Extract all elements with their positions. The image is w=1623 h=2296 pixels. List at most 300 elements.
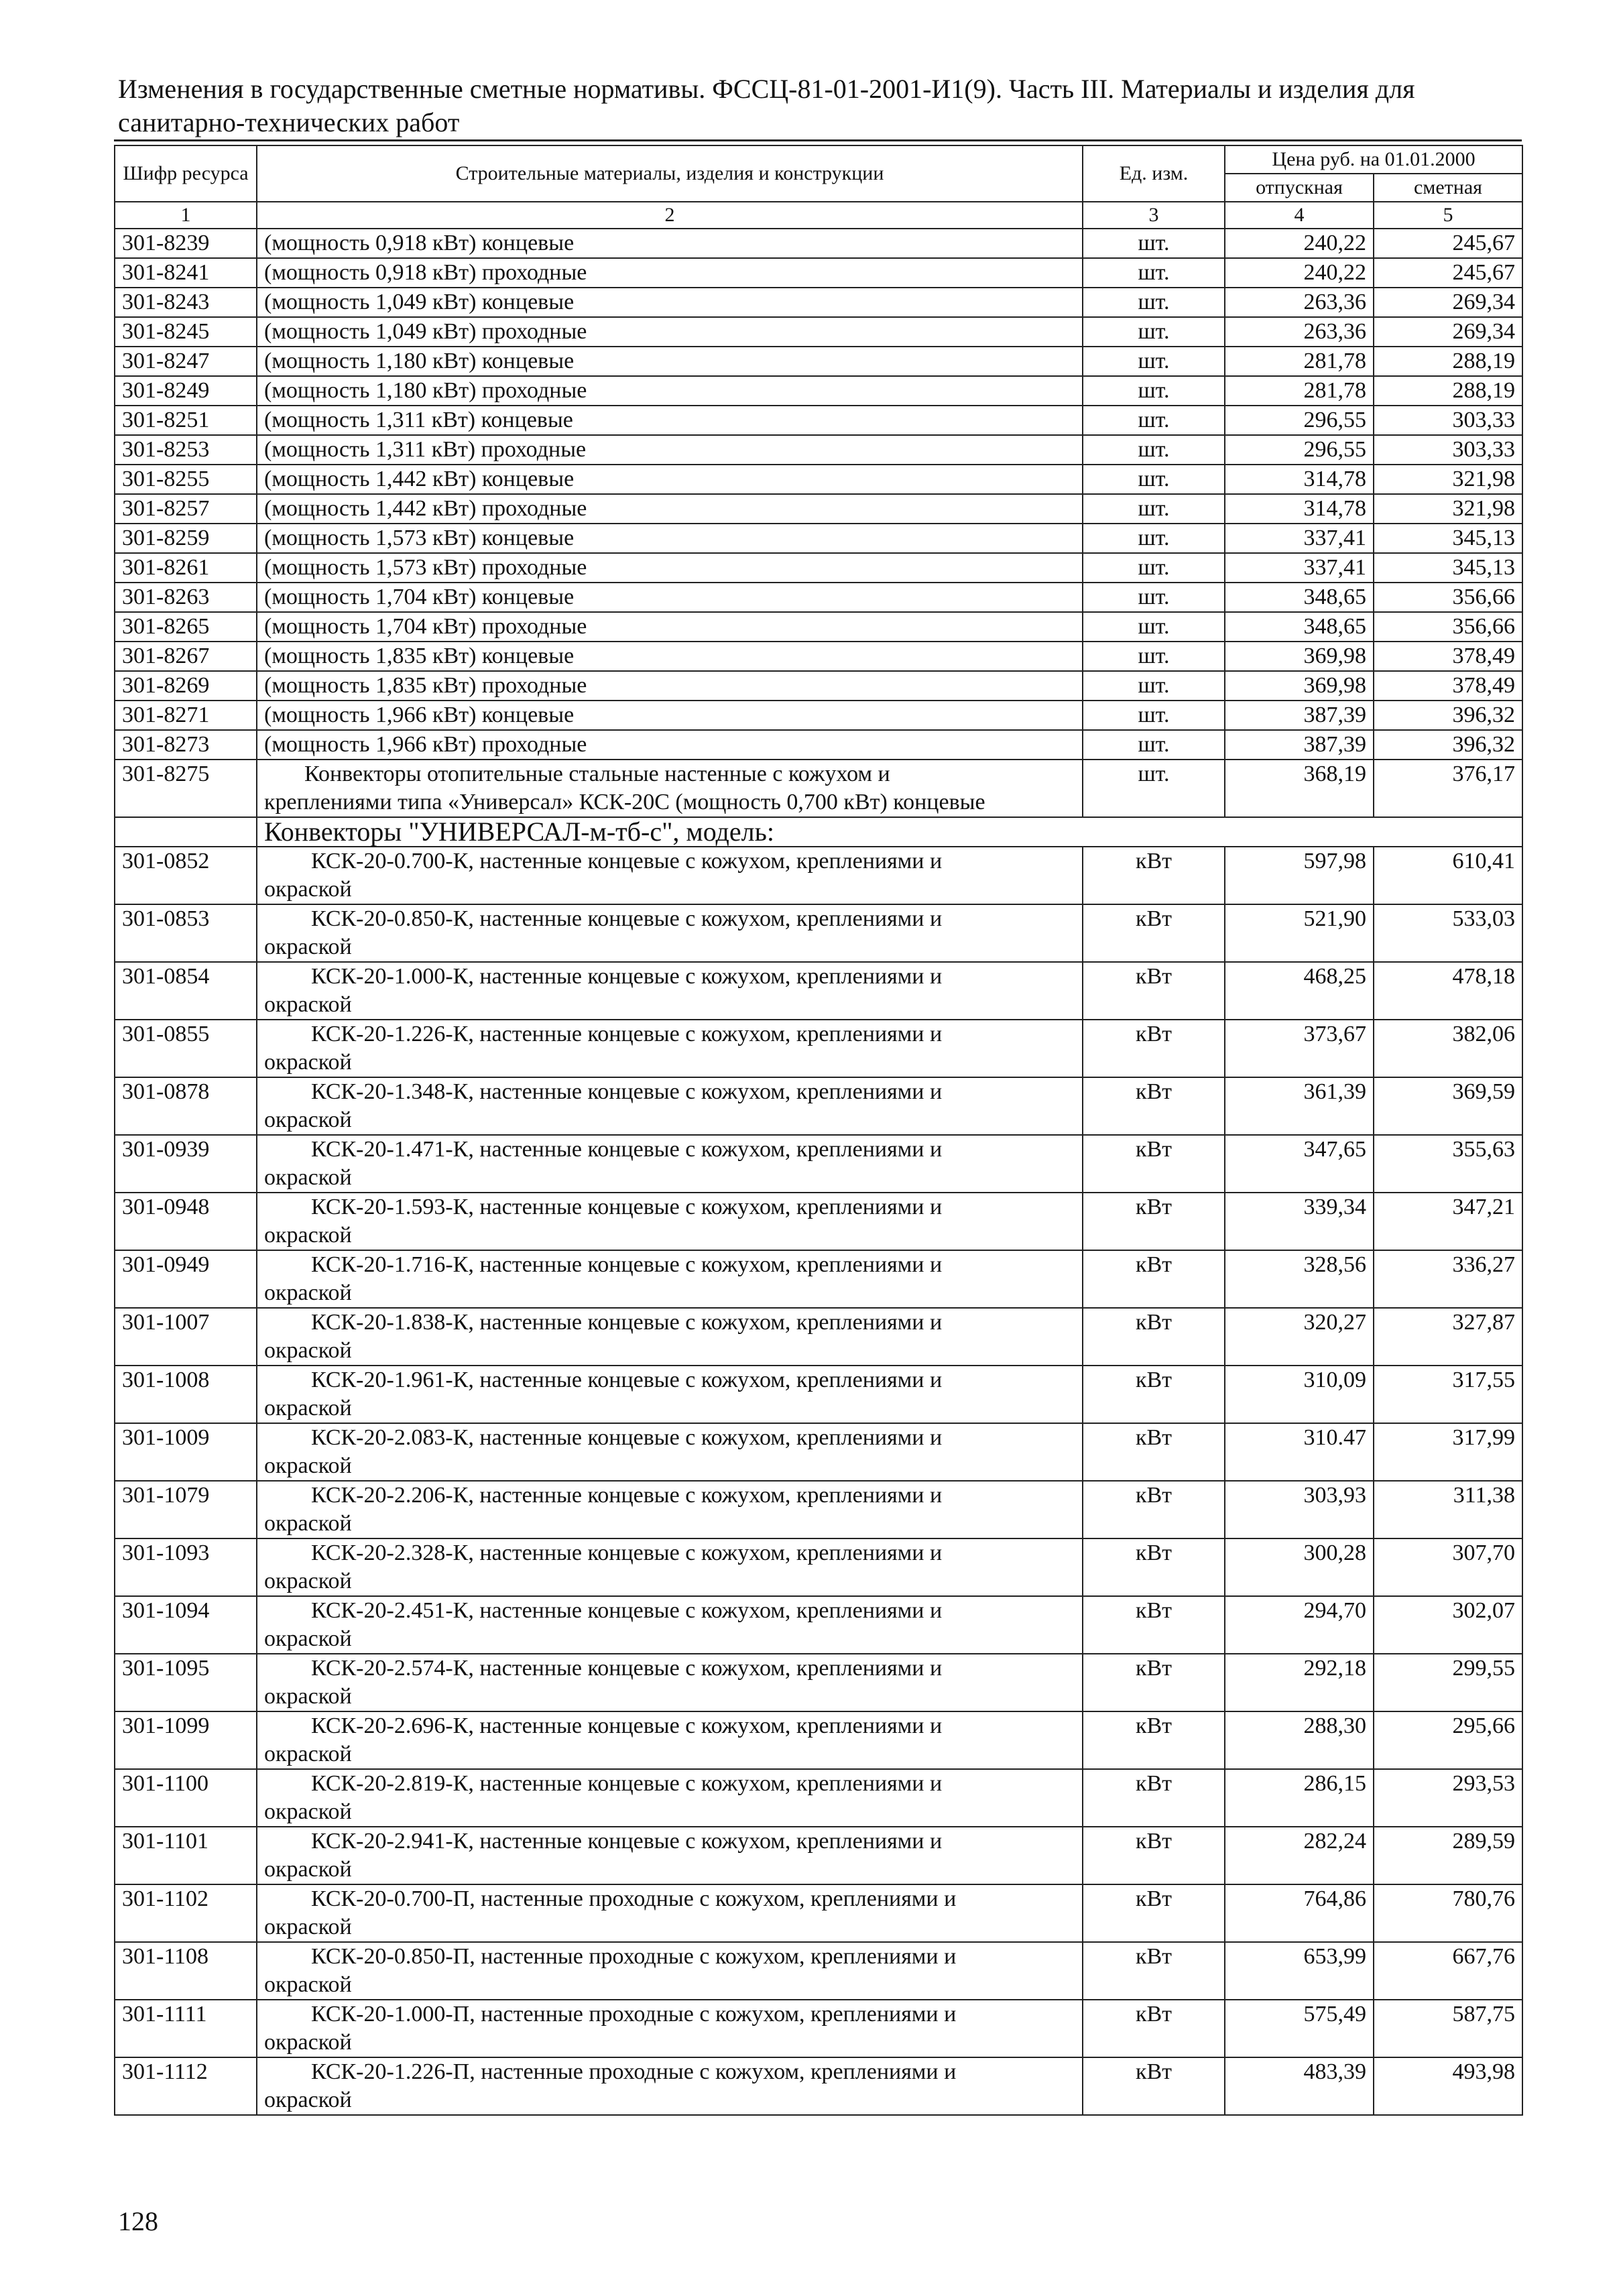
item-unit: кВт [1083, 1711, 1225, 1769]
release-price: 387,39 [1225, 701, 1374, 730]
resource-code: 301-8253 [115, 435, 257, 465]
resource-code: 301-0855 [115, 1020, 257, 1077]
estimate-price: 667,76 [1374, 1942, 1522, 2000]
item-name: (мощность 1,704 кВт) проходные [257, 612, 1083, 642]
estimate-price: 303,33 [1374, 406, 1522, 435]
item-name [257, 2057, 1083, 2115]
price-table [114, 145, 1523, 2116]
table-row [115, 1193, 1522, 1250]
item-unit: шт. [1083, 494, 1225, 524]
item-unit: кВт [1083, 1596, 1225, 1654]
estimate-price: 378,49 [1374, 671, 1522, 701]
release-price: 314,78 [1225, 465, 1374, 494]
resource-code: 301-8249 [115, 376, 257, 406]
table-row [115, 317, 1522, 347]
item-name: (мощность 1,573 кВт) проходные [257, 553, 1083, 583]
item-name-line1: КСК-20-0.700-К, настенные концевые с кожухом, креплениями и [311, 849, 943, 873]
item-name [257, 1193, 1083, 1250]
table-row [115, 1596, 1522, 1654]
table-row [115, 1538, 1522, 1596]
item-unit: шт. [1083, 258, 1225, 288]
item-unit: кВт [1083, 1250, 1225, 1308]
resource-code: 301-0949 [115, 1250, 257, 1308]
item-name-line1: КСК-20-2.574-К, настенные концевые с кожухом, креплениями и [311, 1656, 943, 1681]
resource-code: 301-8271 [115, 701, 257, 730]
resource-code: 301-1009 [115, 1423, 257, 1481]
estimate-price: 587,75 [1374, 2000, 1522, 2057]
estimate-price: 356,66 [1374, 612, 1522, 642]
item-unit: шт. [1083, 317, 1225, 347]
item-name-line2: окраской [264, 1165, 352, 1190]
item-name [257, 1135, 1083, 1193]
table-row [115, 962, 1522, 1020]
item-name-line2: окраской [264, 877, 352, 902]
table-row [115, 1423, 1522, 1481]
item-unit: шт. [1083, 612, 1225, 642]
item-unit: кВт [1083, 962, 1225, 1020]
item-unit: кВт [1083, 904, 1225, 962]
item-name-line1: КСК-20-2.819-К, настенные концевые с кожухом, креплениями и [311, 1771, 943, 1796]
release-price: 281,78 [1225, 347, 1374, 376]
release-price: 288,30 [1225, 1711, 1374, 1769]
table-row [115, 2057, 1522, 2115]
item-name-line2: окраской [264, 1569, 352, 1593]
estimate-price: 610,41 [1374, 847, 1522, 904]
release-price: 263,36 [1225, 317, 1374, 347]
table-row [115, 494, 1522, 524]
item-name-line1: КСК-20-1.593-К, настенные концевые с кожухом, креплениями и [311, 1195, 943, 1219]
column-number-row [115, 202, 1522, 229]
col-header-code: Шифр ресурса [115, 145, 257, 202]
table-row [115, 376, 1522, 406]
estimate-price: 321,98 [1374, 465, 1522, 494]
resource-code: 301-0878 [115, 1077, 257, 1135]
item-unit: кВт [1083, 1366, 1225, 1423]
estimate-price: 295,66 [1374, 1711, 1522, 1769]
item-unit: кВт [1083, 1827, 1225, 1884]
resource-code: 301-0948 [115, 1193, 257, 1250]
estimate-price: 288,19 [1374, 347, 1522, 376]
item-name [257, 962, 1083, 1020]
item-name-line1: КСК-20-2.941-К, настенные концевые с кожухом, креплениями и [311, 1829, 943, 1854]
item-name-line1: КСК-20-0.700-П, настенные проходные с кожухом, креплениями и [311, 1886, 957, 1911]
item-name-line2: окраской [264, 1453, 352, 1478]
item-name: (мощность 1,311 кВт) проходные [257, 435, 1083, 465]
item-name-line2: окраской [264, 1915, 352, 1939]
release-price: 300,28 [1225, 1538, 1374, 1596]
item-name: (мощность 1,966 кВт) концевые [257, 701, 1083, 730]
table-row [115, 904, 1522, 962]
item-unit: шт. [1083, 524, 1225, 553]
release-price: 281,78 [1225, 376, 1374, 406]
item-name-line1: КСК-20-0.850-К, настенные концевые с кожухом, креплениями и [311, 906, 943, 931]
resource-code: 301-8265 [115, 612, 257, 642]
estimate-price: 302,07 [1374, 1596, 1522, 1654]
release-price: 292,18 [1225, 1654, 1374, 1711]
item-unit: кВт [1083, 1654, 1225, 1711]
resource-code: 301-1007 [115, 1308, 257, 1366]
item-name [257, 1942, 1083, 2000]
estimate-price: 345,13 [1374, 524, 1522, 553]
col-header-price-group: Цена руб. на 01.01.2000 [1225, 145, 1522, 174]
item-name-line1: КСК-20-1.000-П, настенные проходные с кожухом, креплениями и [311, 2002, 957, 2027]
item-name-line2: окраской [264, 1338, 352, 1363]
item-name-line2: окраской [264, 992, 352, 1017]
release-price: 320,27 [1225, 1308, 1374, 1366]
table-row [115, 1250, 1522, 1308]
estimate-price: 317,99 [1374, 1423, 1522, 1481]
resource-code: 301-8241 [115, 258, 257, 288]
item-unit: шт. [1083, 701, 1225, 730]
item-name-line1: КСК-20-1.226-П, настенные проходные с кожухом, креплениями и [311, 2059, 957, 2084]
estimate-price: 293,53 [1374, 1769, 1522, 1827]
item-name-line1: КСК-20-2.696-К, настенные концевые с кожухом, креплениями и [311, 1713, 943, 1738]
resource-code: 301-8251 [115, 406, 257, 435]
col-header-name: Строительные материалы, изделия и конструкции [257, 145, 1083, 202]
item-name-line2: окраской [264, 1107, 352, 1132]
table-row [115, 435, 1522, 465]
page-number: 128 [118, 2206, 158, 2236]
resource-code: 301-0853 [115, 904, 257, 962]
release-price: 282,24 [1225, 1827, 1374, 1884]
release-price: 575,49 [1225, 2000, 1374, 2057]
resource-code: 301-1100 [115, 1769, 257, 1827]
item-unit: шт. [1083, 553, 1225, 583]
table-row [115, 465, 1522, 494]
item-name [257, 847, 1083, 904]
resource-code: 301-8261 [115, 553, 257, 583]
estimate-price: 396,32 [1374, 730, 1522, 760]
resource-code: 301-1111 [115, 2000, 257, 2057]
resource-code: 301-8247 [115, 347, 257, 376]
item-name [257, 2000, 1083, 2057]
item-unit: шт. [1083, 347, 1225, 376]
resource-code: 301-1102 [115, 1884, 257, 1942]
table-row [115, 1942, 1522, 2000]
release-price: 296,55 [1225, 406, 1374, 435]
table-row [115, 1135, 1522, 1193]
item-name-line1: КСК-20-2.451-К, настенные концевые с кожухом, креплениями и [311, 1598, 943, 1623]
item-name-line1: КСК-20-0.850-П, настенные проходные с кожухом, креплениями и [311, 1944, 957, 1969]
item-name [257, 760, 1083, 817]
item-unit: кВт [1083, 1077, 1225, 1135]
estimate-price: 245,67 [1374, 229, 1522, 258]
item-name [257, 1250, 1083, 1308]
page-header [118, 72, 1519, 139]
item-name: (мощность 1,442 кВт) концевые [257, 465, 1083, 494]
table-row [115, 642, 1522, 671]
item-unit: шт. [1083, 288, 1225, 317]
table-row [115, 1077, 1522, 1135]
item-name [257, 1308, 1083, 1366]
item-name-line1: КСК-20-1.961-К, настенные концевые с кожухом, креплениями и [311, 1368, 943, 1392]
item-unit: шт. [1083, 465, 1225, 494]
release-price: 653,99 [1225, 1942, 1374, 2000]
release-price: 373,67 [1225, 1020, 1374, 1077]
item-unit: кВт [1083, 1942, 1225, 2000]
item-name-line2: креплениями типа «Универсал» КСК-20С (мощность 0,700 кВт) концевые [264, 790, 985, 814]
resource-code: 301-8273 [115, 730, 257, 760]
estimate-price: 321,98 [1374, 494, 1522, 524]
item-name: (мощность 1,835 кВт) концевые [257, 642, 1083, 671]
item-name: (мощность 1,311 кВт) концевые [257, 406, 1083, 435]
item-name-line1: КСК-20-2.206-К, настенные концевые с кожухом, креплениями и [311, 1483, 943, 1508]
table-row [115, 1481, 1522, 1538]
item-unit: шт. [1083, 229, 1225, 258]
item-unit: кВт [1083, 847, 1225, 904]
table-row [115, 288, 1522, 317]
estimate-price: 311,38 [1374, 1481, 1522, 1538]
item-name: (мощность 1,442 кВт) проходные [257, 494, 1083, 524]
item-name [257, 1769, 1083, 1827]
section-row [115, 817, 1522, 847]
item-name: (мощность 1,704 кВт) концевые [257, 583, 1083, 612]
resource-code: 301-8267 [115, 642, 257, 671]
release-price: 368,19 [1225, 760, 1374, 817]
release-price: 240,22 [1225, 258, 1374, 288]
item-unit: кВт [1083, 1538, 1225, 1596]
item-name-line1: КСК-20-2.328-К, настенные концевые с кожухом, креплениями и [311, 1540, 943, 1565]
item-name: (мощность 1,573 кВт) концевые [257, 524, 1083, 553]
release-price: 764,86 [1225, 1884, 1374, 1942]
table-row [115, 406, 1522, 435]
table-row [115, 760, 1522, 817]
estimate-price: 356,66 [1374, 583, 1522, 612]
table-row [115, 1366, 1522, 1423]
estimate-price: 245,67 [1374, 258, 1522, 288]
resource-code: 301-8269 [115, 671, 257, 701]
table-row [115, 583, 1522, 612]
item-name-line2: окраской [264, 1396, 352, 1421]
estimate-price: 369,59 [1374, 1077, 1522, 1135]
item-unit: кВт [1083, 2057, 1225, 2115]
release-price: 240,22 [1225, 229, 1374, 258]
item-name [257, 1654, 1083, 1711]
item-name-line2: окраской [264, 1857, 352, 1882]
release-price: 263,36 [1225, 288, 1374, 317]
release-price: 339,34 [1225, 1193, 1374, 1250]
item-name-line2: окраской [264, 1972, 352, 1997]
item-name-line1: КСК-20-2.083-К, настенные концевые с кожухом, креплениями и [311, 1425, 943, 1450]
resource-code: 301-1112 [115, 2057, 257, 2115]
item-name: (мощность 0,918 кВт) концевые [257, 229, 1083, 258]
release-price: 310.47 [1225, 1423, 1374, 1481]
release-price: 369,98 [1225, 642, 1374, 671]
resource-code: 301-8275 [115, 760, 257, 817]
estimate-price: 533,03 [1374, 904, 1522, 962]
release-price: 347,65 [1225, 1135, 1374, 1193]
column-number: 5 [1374, 202, 1522, 229]
resource-code: 301-8245 [115, 317, 257, 347]
item-name-line2: окраской [264, 2030, 352, 2055]
table-row [115, 1769, 1522, 1827]
item-unit: шт. [1083, 760, 1225, 817]
item-name [257, 1077, 1083, 1135]
item-unit: шт. [1083, 642, 1225, 671]
estimate-price: 396,32 [1374, 701, 1522, 730]
release-price: 294,70 [1225, 1596, 1374, 1654]
page-title-line1: Изменения в государственные сметные нормативы. ФССЦ-81-01-2001-И1(9). Часть III. Материалы и изделия для [118, 74, 1415, 104]
item-name [257, 1481, 1083, 1538]
table-row [115, 524, 1522, 553]
release-price: 310,09 [1225, 1366, 1374, 1423]
column-number: 1 [115, 202, 257, 229]
estimate-price: 478,18 [1374, 962, 1522, 1020]
estimate-price: 376,17 [1374, 760, 1522, 817]
item-name-line1: КСК-20-1.000-К, настенные концевые с кожухом, креплениями и [311, 964, 943, 989]
item-unit: шт. [1083, 671, 1225, 701]
item-unit: шт. [1083, 406, 1225, 435]
estimate-price: 382,06 [1374, 1020, 1522, 1077]
item-unit: кВт [1083, 1135, 1225, 1193]
release-price: 387,39 [1225, 730, 1374, 760]
release-price: 468,25 [1225, 962, 1374, 1020]
resource-code: 301-8257 [115, 494, 257, 524]
table-body [115, 202, 1522, 2115]
item-name [257, 1366, 1083, 1423]
estimate-price: 327,87 [1374, 1308, 1522, 1366]
column-number: 3 [1083, 202, 1225, 229]
resource-code: 301-0852 [115, 847, 257, 904]
release-price: 348,65 [1225, 612, 1374, 642]
resource-code: 301-8243 [115, 288, 257, 317]
table-row [115, 2000, 1522, 2057]
item-unit: кВт [1083, 1193, 1225, 1250]
item-unit: кВт [1083, 2000, 1225, 2057]
section-empty-cell [115, 817, 257, 847]
release-price: 361,39 [1225, 1077, 1374, 1135]
table-row [115, 229, 1522, 258]
resource-code: 301-8255 [115, 465, 257, 494]
item-name: (мощность 1,180 кВт) концевые [257, 347, 1083, 376]
release-price: 328,56 [1225, 1250, 1374, 1308]
item-name [257, 1020, 1083, 1077]
item-name [257, 1538, 1083, 1596]
resource-code: 301-8259 [115, 524, 257, 553]
item-unit: кВт [1083, 1020, 1225, 1077]
item-name-line1: КСК-20-1.471-К, настенные концевые с кожухом, креплениями и [311, 1137, 943, 1162]
release-price: 296,55 [1225, 435, 1374, 465]
resource-code: 301-1108 [115, 1942, 257, 2000]
estimate-price: 269,34 [1374, 317, 1522, 347]
item-name-line2: окраской [264, 934, 352, 959]
resource-code: 301-1079 [115, 1481, 257, 1538]
table-row [115, 730, 1522, 760]
item-name-line1: КСК-20-1.226-К, настенные концевые с кожухом, креплениями и [311, 1022, 943, 1046]
release-price: 597,98 [1225, 847, 1374, 904]
table-row [115, 1827, 1522, 1884]
item-unit: кВт [1083, 1481, 1225, 1538]
col-header-estimate: сметная [1374, 174, 1522, 202]
item-name-line1: КСК-20-1.348-К, настенные концевые с кожухом, креплениями и [311, 1079, 943, 1104]
item-name-line1: Конвекторы отопительные стальные настенные с кожухом и [304, 762, 890, 786]
item-name-line2: окраской [264, 1626, 352, 1651]
table-row [115, 1711, 1522, 1769]
release-price: 337,41 [1225, 524, 1374, 553]
release-price: 348,65 [1225, 583, 1374, 612]
estimate-price: 336,27 [1374, 1250, 1522, 1308]
release-price: 286,15 [1225, 1769, 1374, 1827]
item-name-line2: окраской [264, 1742, 352, 1766]
item-name-line1: КСК-20-1.716-К, настенные концевые с кожухом, креплениями и [311, 1252, 943, 1277]
table-row [115, 612, 1522, 642]
table-row [115, 1020, 1522, 1077]
estimate-price: 493,98 [1374, 2057, 1522, 2115]
release-price: 369,98 [1225, 671, 1374, 701]
resource-code: 301-1099 [115, 1711, 257, 1769]
item-name-line2: окраской [264, 2088, 352, 2112]
table-row [115, 347, 1522, 376]
release-price: 521,90 [1225, 904, 1374, 962]
item-name [257, 904, 1083, 962]
item-name: (мощность 1,835 кВт) проходные [257, 671, 1083, 701]
resource-code: 301-1008 [115, 1366, 257, 1423]
item-unit: шт. [1083, 583, 1225, 612]
resource-code: 301-1093 [115, 1538, 257, 1596]
item-name [257, 1711, 1083, 1769]
estimate-price: 269,34 [1374, 288, 1522, 317]
item-name-line2: окраской [264, 1684, 352, 1709]
resource-code: 301-0939 [115, 1135, 257, 1193]
item-name-line2: окраской [264, 1050, 352, 1075]
estimate-price: 347,21 [1374, 1193, 1522, 1250]
header-rule [114, 139, 1522, 141]
column-number: 4 [1225, 202, 1374, 229]
column-number: 2 [257, 202, 1083, 229]
item-name-line2: окраской [264, 1799, 352, 1824]
release-price: 483,39 [1225, 2057, 1374, 2115]
item-unit: кВт [1083, 1308, 1225, 1366]
item-name: (мощность 1,966 кВт) проходные [257, 730, 1083, 760]
table-row [115, 553, 1522, 583]
table-row [115, 1308, 1522, 1366]
table-row [115, 258, 1522, 288]
estimate-price: 307,70 [1374, 1538, 1522, 1596]
table-row [115, 1654, 1522, 1711]
item-name [257, 1596, 1083, 1654]
item-name-line2: окраской [264, 1511, 352, 1536]
estimate-price: 345,13 [1374, 553, 1522, 583]
release-price: 337,41 [1225, 553, 1374, 583]
resource-code: 301-0854 [115, 962, 257, 1020]
item-name: (мощность 1,049 кВт) проходные [257, 317, 1083, 347]
estimate-price: 317,55 [1374, 1366, 1522, 1423]
table-row [115, 1884, 1522, 1942]
col-header-release: отпускная [1225, 174, 1374, 202]
table-row [115, 701, 1522, 730]
item-name [257, 1884, 1083, 1942]
release-price: 314,78 [1225, 494, 1374, 524]
estimate-price: 780,76 [1374, 1884, 1522, 1942]
resource-code: 301-8263 [115, 583, 257, 612]
page-title-line2: санитарно-технических работ [118, 107, 460, 137]
table-row [115, 847, 1522, 904]
resource-code: 301-1101 [115, 1827, 257, 1884]
item-unit: шт. [1083, 730, 1225, 760]
item-name: (мощность 1,049 кВт) концевые [257, 288, 1083, 317]
estimate-price: 289,59 [1374, 1827, 1522, 1884]
item-name [257, 1423, 1083, 1481]
table-row [115, 671, 1522, 701]
item-unit: шт. [1083, 435, 1225, 465]
section-title: Конвекторы "УНИВЕРСАЛ-м-тб-с", модель: [257, 817, 1522, 847]
item-name: (мощность 1,180 кВт) проходные [257, 376, 1083, 406]
estimate-price: 378,49 [1374, 642, 1522, 671]
item-name-line2: окраской [264, 1223, 352, 1248]
item-unit: кВт [1083, 1769, 1225, 1827]
resource-code: 301-1094 [115, 1596, 257, 1654]
item-name [257, 1827, 1083, 1884]
